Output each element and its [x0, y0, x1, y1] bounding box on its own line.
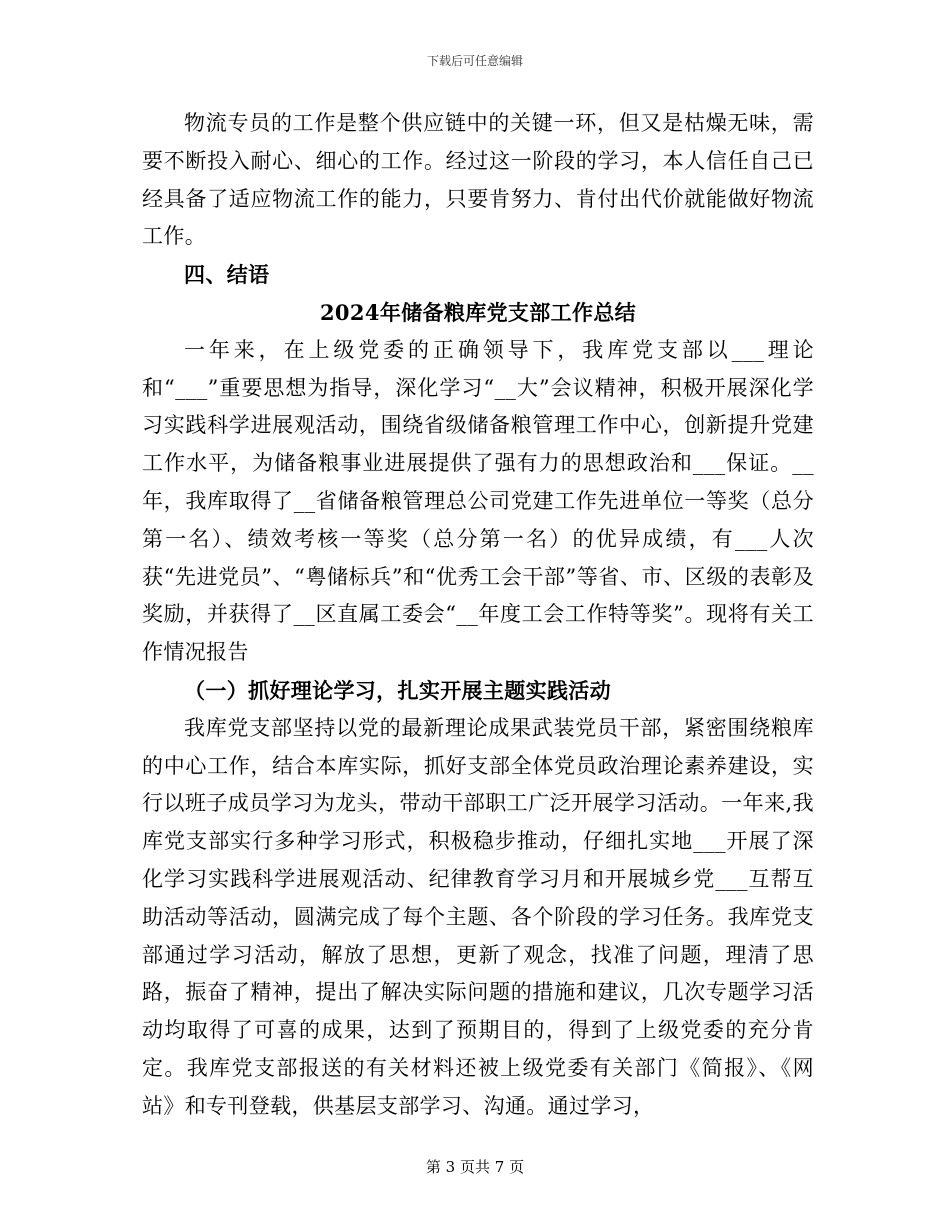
document-title: 2024年储备粮库党支部工作总结: [319, 299, 637, 325]
paragraph-logistics: 物流专员的工作是整个供应链中的关键一环，但又是枯燥无味，需要不断投入耐心、细心的工作。经过这一阶段的学习，本人信任自己已经具备了适应物流工作的能力，只要肯努力、肯付出代价就能做好物流工作。: [142, 111, 814, 249]
document-body: [142, 105, 814, 1126]
paragraph-summary-intro: 一年来，在上级党委的正确领导下，我库党支部以___理论和“___”重要思想为指导，深化学习“__大”会议精神，积极开展深化学习实践科学进展观活动，围绕省级储备粮管理工作中心，创新提升党建工作水平，为储备粮事业进展提供了强有力的思想政治和___保证。__年，我库取得了__省储备粮管理总公司党建工作先进单位一等奖（总分第一名）、绩效考核一等奖（总分第一名）的优异成绩，有___人次获“先进党员”、“粤储标兵”和“优秀工会干部”等省、市、区级的表彰及奖励，并获得了__区直属工委会“__年度工会工作特等奖”。现将有关工作情况报告: [142, 337, 814, 665]
paragraph-theory-study: 我库党支部坚持以党的最新理论成果武装党员干部，紧密围绕粮库的中心工作，结合本库实际，抓好支部全体党员政治理论素养建设，实行以班子成员学习为龙头，带动干部职工广泛开展学习活动。一年来,我库党支部实行多种学习形式，积极稳步推动，仔细扎实地___开展了深化学习实践科学进展观活动、纪律教育学习月和开展城乡党___互帮互助活动等活动，圆满完成了每个主题、各个阶段的学习任务。我库党支部通过学习活动，解放了思想，更新了观念，找准了问题，理清了思路，振奋了精神，提出了解决实际问题的措施和建议，几次专题学习活动均取得了可喜的成果，达到了预期目的，得到了上级党委的充分肯定。我库党支部报送的有关材料还被上级党委有关部门《简报》、《网站》和专刊登载，供基层支部学习、沟通。通过学习，: [142, 715, 814, 1118]
subheading-theory-study: （一）抓好理论学习，扎实开展主题实践活动: [184, 677, 611, 703]
section-heading-conclusion: 四、结语: [184, 262, 270, 288]
page-number-footer: 第 3 页共 7 页: [425, 1158, 525, 1176]
page-header: 下载后可任意编辑: [426, 54, 523, 68]
